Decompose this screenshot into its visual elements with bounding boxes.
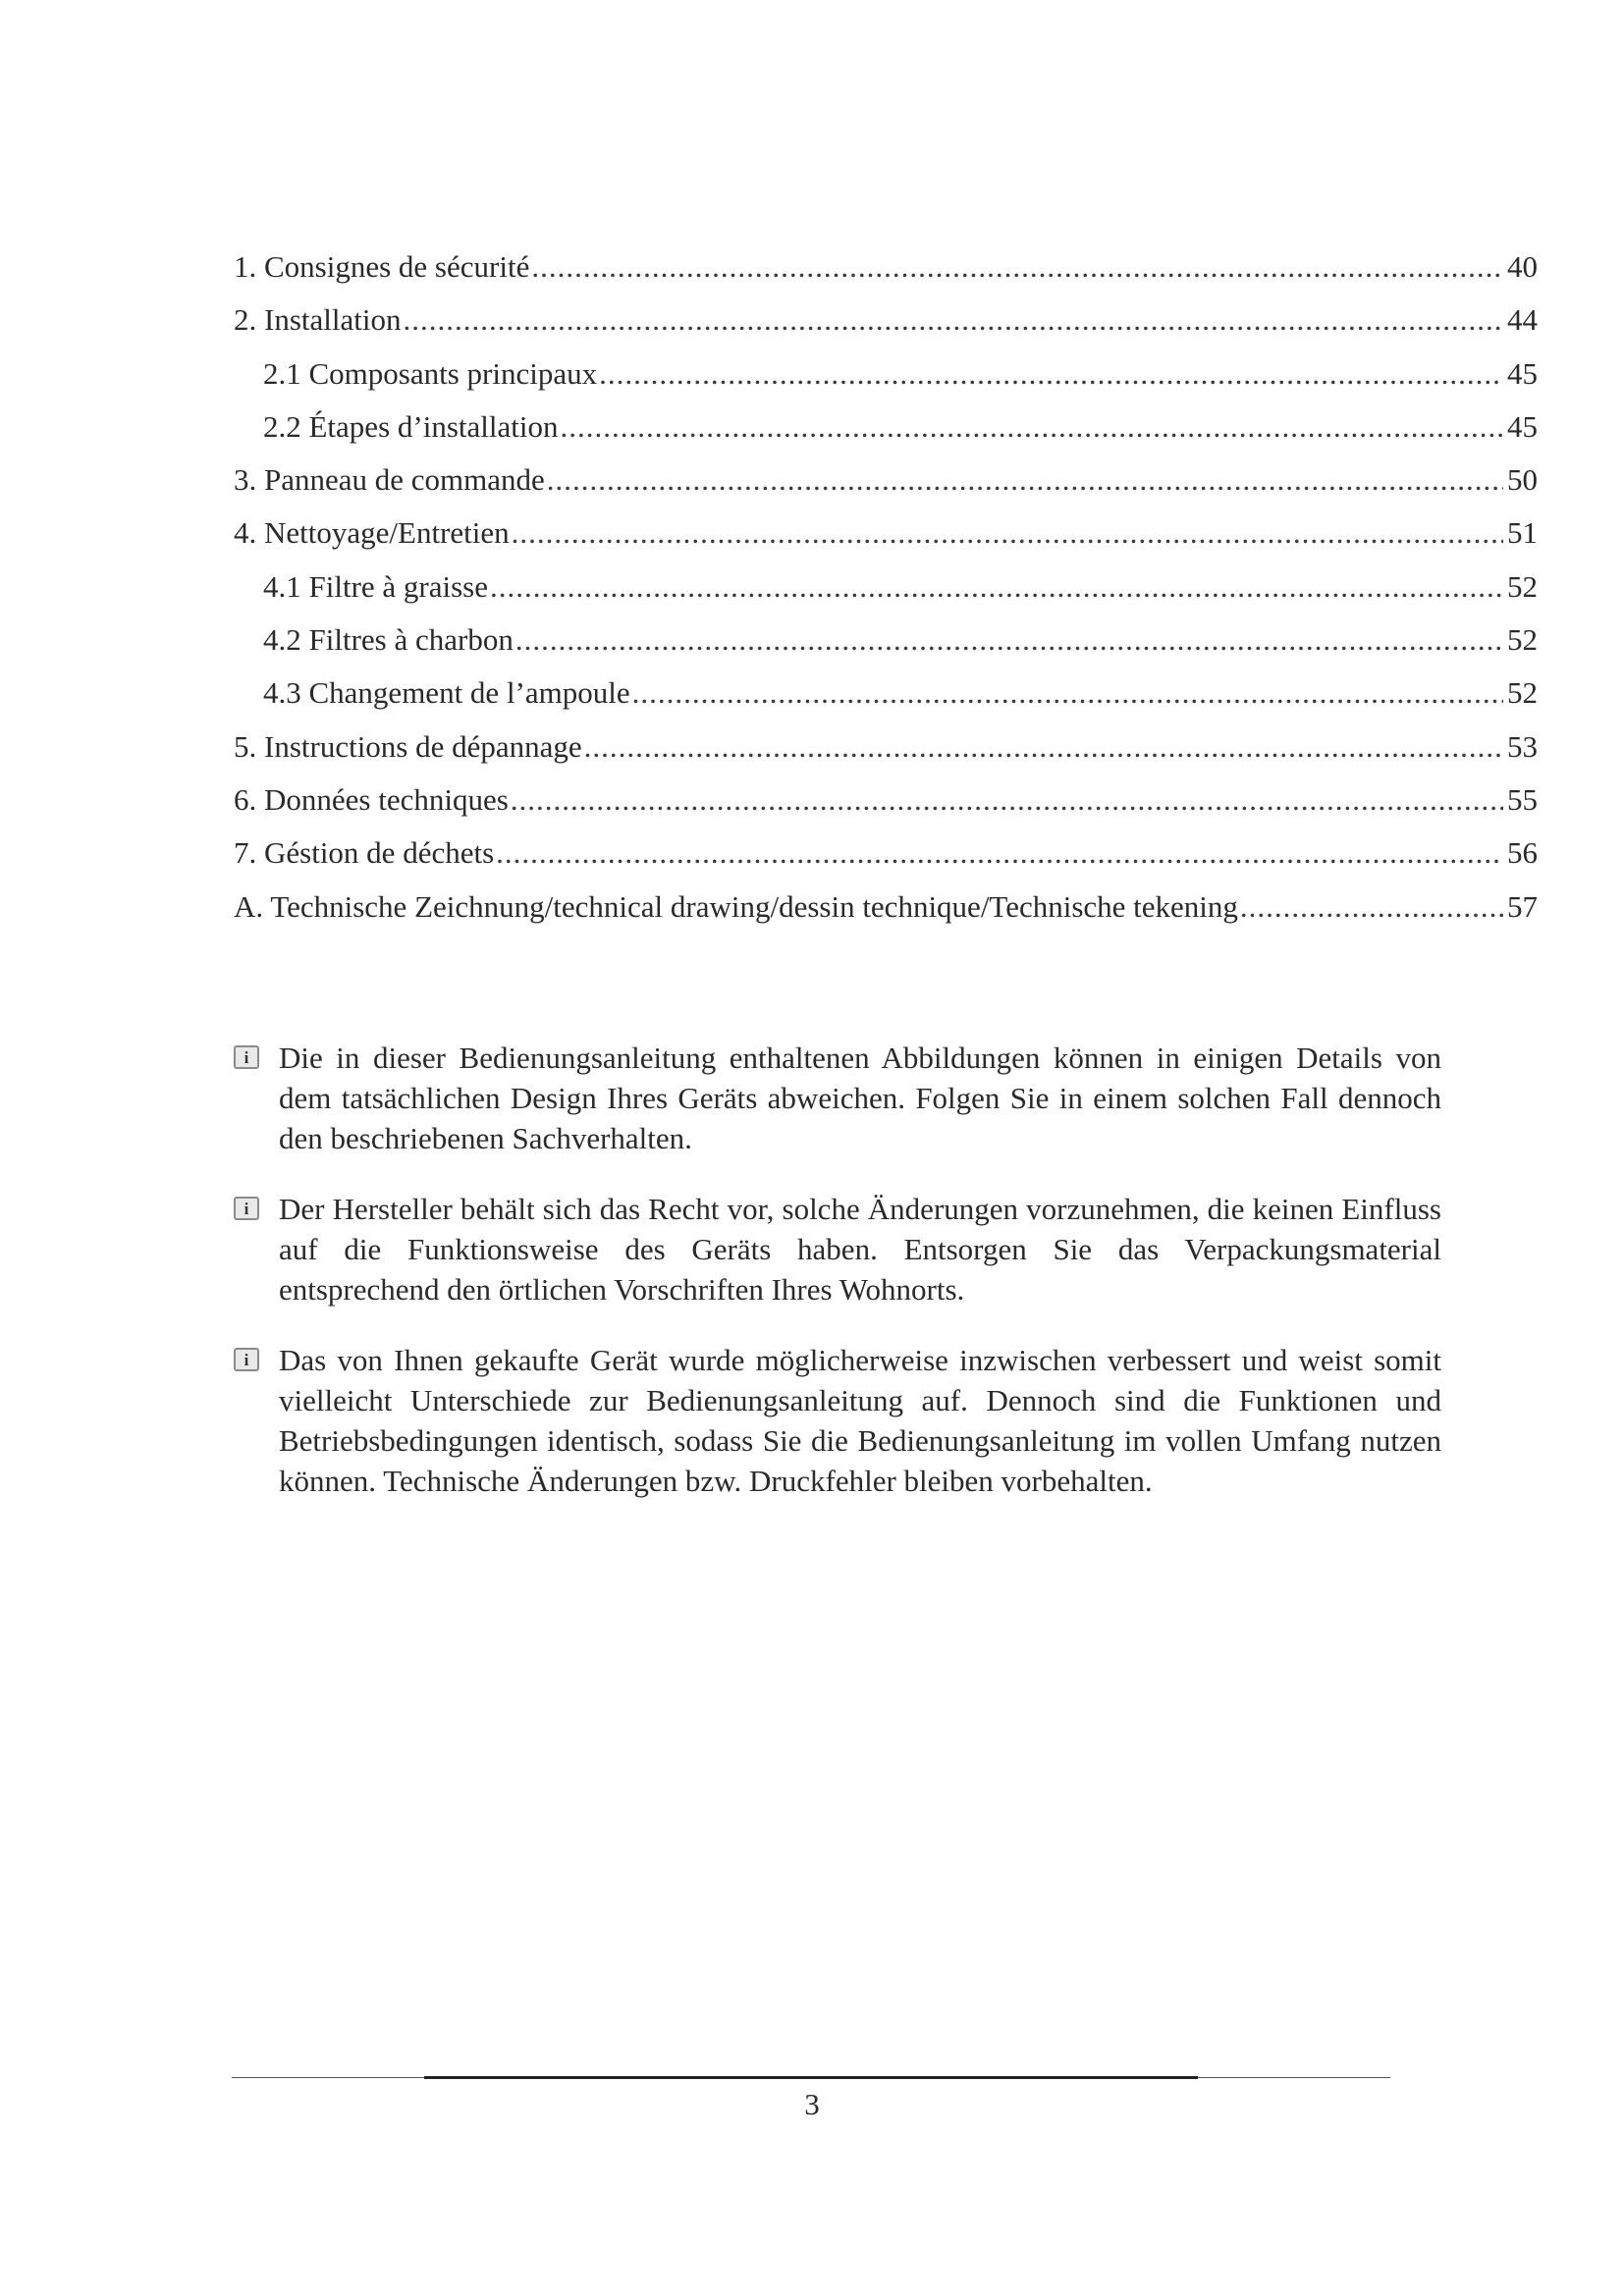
toc-entry-title: 5. Instructions de dépannage [234, 728, 582, 764]
toc-entry-title: 2.1 Composants principaux [263, 355, 598, 391]
info-notes [234, 1007, 1441, 1501]
toc-entry-title: 1. Consignes de sécurité [234, 249, 530, 284]
toc-entry[interactable] [234, 721, 1538, 774]
toc-subentry[interactable] [234, 667, 1538, 720]
toc-entry-page: 50 [1507, 462, 1538, 498]
info-note-text: Die in dieser Bedienungsanleitung enthaltenen Abbildungen können in einigen Details von dem tatsächlichen Design Ihres Geräts abweichen. Folgen Sie in einem solchen Fall dennoch den beschriebenen Sachverhalten. [279, 1041, 1441, 1155]
toc-entry[interactable] [234, 294, 1538, 347]
table-of-contents [234, 240, 1538, 934]
toc-entry-title: 2. Installation [234, 302, 402, 338]
footer-rule-center [424, 2076, 1198, 2079]
toc-entry-title: 3. Panneau de commande [234, 462, 545, 498]
toc-leader-dots [515, 614, 1503, 667]
toc-leader-dots [632, 667, 1503, 720]
toc-entry-title: 7. Géstion de déchets [234, 835, 495, 871]
toc-entry-page: 56 [1507, 835, 1538, 871]
toc-entry-title: 4.1 Filtre à graisse [263, 568, 489, 604]
info-note-text: Das von Ihnen gekaufte Gerät wurde möglicherweise inzwischen verbessert und weist somit vielleicht Unterschiede zur Bedienungsanleitung auf. Dennoch sind die Funktionen und Betriebsbedingungen identisch, sodass Sie die Bedienungsanleitung im vollen Umfang nutzen können. Technische Änderungen bzw. Druckfehler bleiben vorbehalten. [279, 1343, 1441, 1498]
toc-entry-page: 52 [1507, 675, 1538, 711]
toc-leader-dots [512, 507, 1503, 560]
toc-subentry[interactable] [234, 400, 1538, 454]
info-icon [234, 1045, 259, 1069]
toc-entry-page: 51 [1507, 515, 1538, 551]
toc-leader-dots [511, 774, 1503, 827]
toc-leader-dots [490, 561, 1503, 614]
toc-entry-page: 45 [1507, 355, 1538, 391]
toc-subentry[interactable] [234, 561, 1538, 614]
toc-entry-title: A. Technische Zeichnung/technical drawing/dessin technique/Technische tekening [234, 888, 1238, 924]
info-icon [234, 1348, 259, 1371]
toc-entry-page: 52 [1507, 568, 1538, 604]
info-note [234, 1038, 1441, 1158]
toc-entry[interactable] [234, 507, 1538, 560]
toc-leader-dots [599, 347, 1503, 400]
toc-subentry[interactable] [234, 614, 1538, 667]
toc-entry-title: 4.2 Filtres à charbon [263, 622, 514, 658]
toc-entry[interactable] [234, 240, 1538, 294]
toc-subentry[interactable] [234, 347, 1538, 400]
toc-leader-dots [1240, 881, 1503, 934]
toc-entry-title: 4. Nettoyage/Entretien [234, 515, 510, 551]
toc-entry-page: 44 [1507, 302, 1538, 338]
toc-entry-page: 53 [1507, 728, 1538, 764]
toc-entry-page: 55 [1507, 781, 1538, 817]
info-note [234, 1189, 1441, 1309]
toc-leader-dots [496, 827, 1503, 880]
toc-entry[interactable] [234, 454, 1538, 507]
toc-leader-dots [531, 240, 1503, 294]
toc-entry-page: 45 [1507, 408, 1538, 444]
page-number: 3 [804, 2087, 820, 2121]
toc-leader-dots [547, 454, 1503, 507]
toc-entry-page: 52 [1507, 622, 1538, 658]
toc-entry-page: 40 [1507, 249, 1538, 284]
toc-entry-page: 57 [1507, 888, 1538, 924]
info-note-text: Der Hersteller behält sich das Recht vor, solche Änderungen vorzunehmen, die keinen Einfluss auf die Funktionsweise des Geräts haben. Entsorgen Sie das Verpackungsmaterial entsprechend den örtlichen Vorschriften Ihres Wohnorts. [279, 1192, 1441, 1307]
toc-leader-dots [403, 294, 1503, 347]
info-icon [234, 1197, 259, 1220]
toc-entry[interactable] [234, 827, 1538, 880]
toc-entry[interactable] [234, 774, 1538, 827]
toc-entry-title: 4.3 Changement de l’ampoule [263, 675, 630, 711]
toc-entry-title: 6. Données techniques [234, 781, 509, 817]
info-note [234, 1340, 1441, 1501]
toc-leader-dots [560, 400, 1503, 454]
toc-entry[interactable] [234, 881, 1538, 934]
toc-entry-title: 2.2 Étapes d’installation [263, 408, 559, 444]
toc-leader-dots [584, 721, 1503, 774]
